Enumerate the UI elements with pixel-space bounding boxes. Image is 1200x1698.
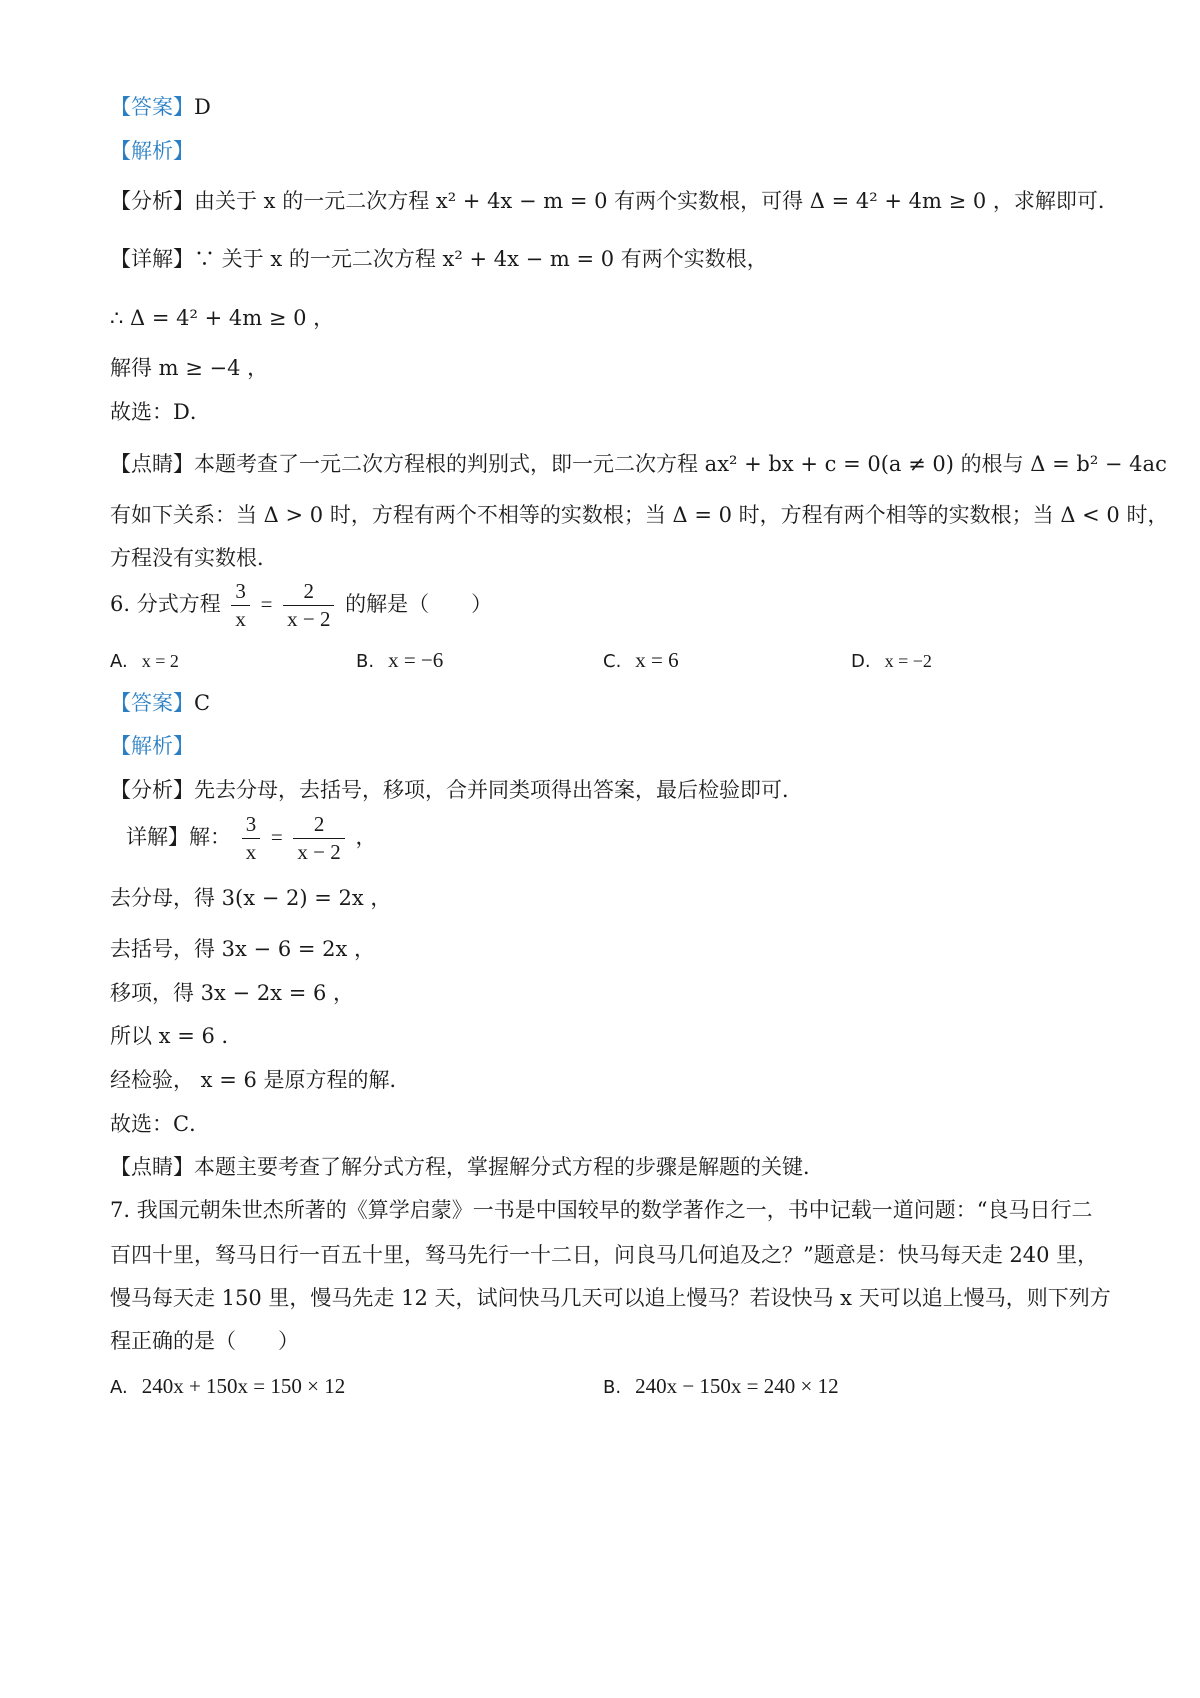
q6-analysis: 【分析】先去分母，去括号，移项，合并同类项得出答案，最后检验即可． — [110, 778, 803, 802]
option-label: C. — [603, 651, 622, 672]
q6-stem-suffix: 的解是（ ） — [345, 592, 493, 617]
q7-stem-line3: 慢马每天走 150 里，慢马先走 12 天，试问快马几天可以追上慢马？若设快马 x 天可以追上慢马，则下列方 — [110, 1286, 1111, 1310]
q6-stem — [110, 580, 492, 631]
q6-jiexi-tag: 【解析】 — [110, 734, 194, 758]
q7-stem-line1: 7. 我国元朝朱世杰所著的《算学启蒙》一书是中国较早的数学著作之一，书中记载一道问题：“良马日行二 — [110, 1198, 1093, 1222]
option-label: D. — [851, 651, 871, 672]
q6-answer-line — [110, 693, 210, 714]
frac-numerator: 2 — [303, 579, 315, 603]
option-text: 240x − 150x = 240 × 12 — [635, 1374, 839, 1398]
frac-numerator: 3 — [235, 579, 246, 603]
option-label: A. — [110, 651, 128, 672]
q6-detail-fraction-right — [293, 813, 344, 864]
q6-option-a — [110, 650, 179, 671]
q6-step4: 所以 x = 6 ． — [110, 1024, 243, 1048]
q6-comment: 【点睛】本题主要考查了解分式方程，掌握解分式方程的步骤是解题的关键． — [110, 1155, 824, 1179]
q6-step1: 去分母，得 3(x − 2) = 2x ， — [110, 886, 392, 910]
answer-value: D — [194, 95, 211, 119]
option-text: x = −6 — [388, 648, 444, 672]
q6-fraction-left — [231, 580, 250, 631]
q5-analysis: 【分析】由关于 x 的一元二次方程 x² + 4x − m = 0 有两个实数根，可得 Δ = 4² + 4m ≥ 0 ，求解即可． — [110, 189, 1119, 213]
q7-option-b — [603, 1376, 839, 1397]
q5-comment-line2: 有如下关系：当 Δ > 0 时，方程有两个不相等的实数根；当 Δ = 0 时，方程有两个相等的实数根；当 Δ < 0 时， — [110, 503, 1169, 527]
q5-jiexi-tag: 【解析】 — [110, 139, 194, 163]
frac-numerator: 2 — [313, 812, 325, 836]
q6-stem-prefix: 6. 分式方程 — [110, 592, 221, 617]
answer-tag: 【答案】 — [110, 95, 194, 119]
q5-detail-line4: 故选：D． — [110, 400, 211, 424]
q6-option-b — [356, 650, 443, 671]
q6-option-d — [851, 650, 932, 671]
q6-step2: 去括号，得 3x − 6 = 2x ， — [110, 937, 376, 961]
frac-denominator: x − 2 — [297, 840, 341, 865]
option-text: x = −2 — [884, 651, 932, 671]
frac-numerator: 3 — [245, 812, 257, 836]
option-text: 240x + 150x = 150 × 12 — [141, 1374, 346, 1398]
q6-detail-suffix: ， — [355, 825, 377, 850]
option-label: B. — [356, 651, 375, 672]
q5-detail-line1: 【详解】∵ 关于 x 的一元二次方程 x² + 4x − m = 0 有两个实数根， — [110, 247, 768, 271]
q5-detail-line2: ∴ Δ = 4² + 4m ≥ 0 ， — [110, 306, 335, 330]
q6-step3: 移项，得 3x − 2x = 6 ， — [110, 981, 355, 1005]
q6-step5: 经检验， x = 6 是原方程的解． — [110, 1068, 411, 1092]
option-label: B. — [603, 1377, 622, 1398]
answer-value: C — [194, 691, 211, 715]
frac-denominator: x − 2 — [287, 607, 331, 632]
option-text: x = 6 — [635, 648, 679, 672]
q6-detail-line — [126, 813, 376, 864]
q5-answer-line — [110, 97, 211, 118]
equals-sign: = — [260, 592, 273, 617]
q6-detail-fraction-left — [242, 813, 261, 864]
answer-tag: 【答案】 — [110, 691, 194, 715]
q7-stem-line2: 百四十里，驽马日行一百五十里，驽马先行一十二日，问良马几何追及之？”题意是：快马每天走 240 里， — [110, 1243, 1099, 1267]
q6-detail-prefix: 详解】解： — [126, 825, 231, 850]
option-text: x = 2 — [141, 651, 179, 671]
frac-denominator: x — [245, 840, 257, 865]
equals-sign: = — [270, 825, 283, 850]
frac-denominator: x — [235, 607, 246, 632]
q5-detail-line3: 解得 m ≥ −4 ， — [110, 356, 269, 380]
q7-option-a — [110, 1376, 345, 1397]
q7-stem-line4: 程正确的是（ ） — [110, 1329, 299, 1353]
q5-comment-line3: 方程没有实数根． — [110, 546, 278, 570]
q6-fraction-right — [283, 580, 334, 631]
q5-comment-line1: 【点睛】本题考查了一元二次方程根的判别式，即一元二次方程 ax² + bx + c = 0(a ≠ 0) 的根与 Δ = b² − 4ac — [110, 452, 1167, 476]
q6-option-c — [603, 650, 679, 671]
option-label: A. — [110, 1377, 128, 1398]
q6-step6: 故选：C． — [110, 1112, 211, 1136]
